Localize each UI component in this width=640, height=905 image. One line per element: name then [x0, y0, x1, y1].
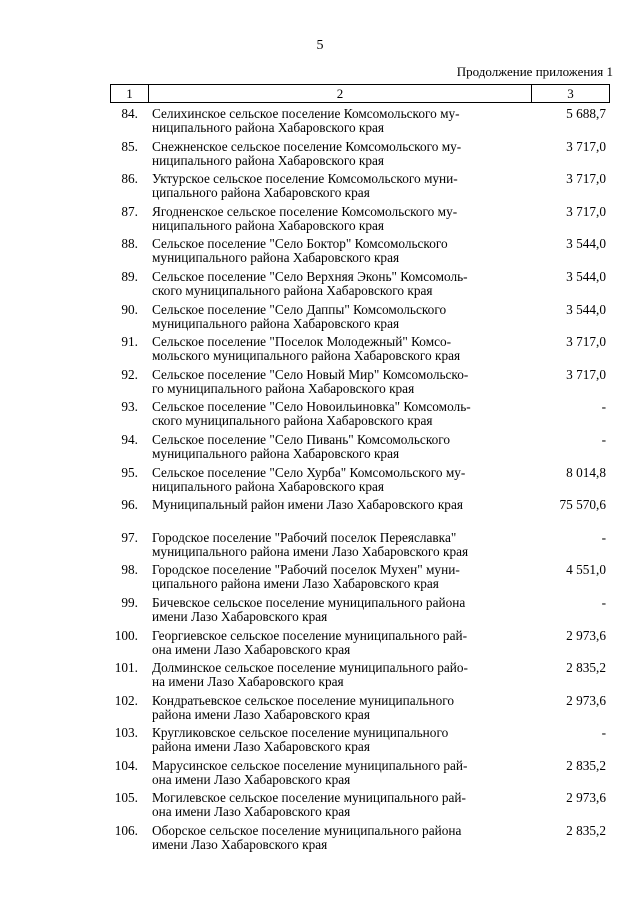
municipality-name-line: имени Лазо Хабаровского края	[152, 608, 328, 624]
amount-value: 4 551,0	[566, 562, 606, 578]
municipality-name-line: ниципального района Хабаровского края	[152, 217, 385, 233]
municipality-name-line: ниципального района Хабаровского края	[152, 120, 385, 135]
amount-value: -	[601, 431, 606, 447]
municipality-name-line: Сельское поселение "Село Новоильиновка" Комсомоль-	[152, 399, 471, 415]
municipality-name	[152, 303, 508, 331]
row-number: 86.	[121, 171, 138, 187]
amount-value: 2 835,2	[566, 757, 606, 773]
amount-value: 2 835,2	[566, 660, 606, 676]
table-header	[110, 84, 610, 103]
table-row	[0, 759, 640, 792]
municipality-name	[152, 563, 508, 591]
municipality-name-line: Сельское поселение "Село Новый Мир" Комсомольско-	[152, 366, 469, 382]
municipality-name	[152, 172, 508, 200]
amount-value: -	[601, 529, 606, 545]
municipality-name	[152, 661, 508, 689]
header-col-2: 2	[149, 85, 532, 102]
municipality-name	[152, 433, 508, 461]
row-number: 103.	[114, 725, 138, 741]
amount-value: 3 544,0	[566, 301, 606, 317]
table-row	[0, 466, 640, 499]
municipality-name-line: ского муниципального района Хабаровского края	[152, 413, 433, 429]
amount-value: 3 717,0	[566, 138, 606, 154]
municipality-name	[152, 726, 508, 754]
row-number: 96.	[121, 497, 138, 513]
municipality-name-line: она имени Лазо Хабаровского края	[152, 771, 351, 787]
amount-value: 2 973,6	[566, 692, 606, 708]
amount-value: -	[601, 725, 606, 741]
municipality-name-line: она имени Лазо Хабаровского края	[152, 804, 351, 820]
municipality-name-line: Сельское поселение "Село Пивань" Комсомольского	[152, 431, 451, 447]
municipality-name-line: Селихинское сельское поселение Комсомольского му-	[152, 106, 460, 121]
municipality-name	[152, 791, 508, 819]
table-row	[0, 694, 640, 727]
municipality-name	[152, 270, 508, 298]
municipality-name	[152, 694, 508, 722]
table-row	[0, 596, 640, 629]
amount-value: 3 717,0	[566, 366, 606, 382]
municipality-name-line: Кругликовское сельское поселение муниципального	[152, 725, 449, 741]
municipality-name-line: Уктурское сельское поселение Комсомольского муни-	[152, 171, 458, 187]
municipality-name-line: Сельское поселение "Село Даппы" Комсомольского	[152, 301, 447, 317]
page-number: 5	[316, 38, 324, 53]
amount-value: 75 570,6	[559, 497, 606, 513]
row-number: 88.	[121, 236, 138, 252]
row-number: 84.	[121, 106, 138, 121]
row-number: 93.	[121, 399, 138, 415]
table-row	[0, 531, 640, 564]
row-number: 105.	[114, 790, 138, 806]
municipality-name-line: Сельское поселение "Село Хурба" Комсомольского му-	[152, 464, 466, 480]
municipality-name	[152, 205, 508, 233]
municipality-name-line: Долминское сельское поселение муниципального райо-	[152, 660, 468, 676]
row-number: 106.	[114, 823, 138, 839]
municipality-name	[152, 368, 508, 396]
table-row	[0, 498, 640, 531]
header-col-1: 1	[111, 85, 149, 102]
municipality-name-line: Кондратьевское сельское поселение муниципального	[152, 692, 454, 708]
amount-value: -	[601, 399, 606, 415]
municipality-name-line: на имени Лазо Хабаровского края	[152, 674, 344, 690]
municipality-name	[152, 107, 508, 135]
table-row	[0, 270, 640, 303]
row-number: 87.	[121, 203, 138, 219]
municipality-name-line: ниципального района Хабаровского края	[152, 152, 385, 168]
municipality-name-line: Городское поселение "Рабочий поселок Переяславка"	[152, 529, 457, 545]
table-row	[0, 629, 640, 662]
table-row	[0, 205, 640, 238]
municipality-name-line: Бичевское сельское поселение муниципального района	[152, 594, 466, 610]
amount-value: 8 014,8	[566, 464, 606, 480]
row-number: 91.	[121, 334, 138, 350]
municipality-name-line: Георгиевское сельское поселение муниципального рай-	[152, 627, 468, 643]
row-number: 101.	[114, 660, 138, 676]
municipality-name-line: Сельское поселение "Село Верхняя Эконь" Комсомоль-	[152, 268, 468, 284]
continuation-label: Продолжение приложения 1	[456, 64, 613, 79]
municipality-name-line: ниципального района Хабаровского края	[152, 478, 385, 494]
row-number: 102.	[114, 692, 138, 708]
municipality-name	[152, 531, 508, 559]
table-row	[0, 368, 640, 401]
row-number: 85.	[121, 138, 138, 154]
table-body	[0, 107, 640, 857]
row-number: 99.	[121, 594, 138, 610]
municipality-name-line: Снежненское сельское поселение Комсомольского му-	[152, 138, 462, 154]
row-number: 95.	[121, 464, 138, 480]
municipality-name	[152, 140, 508, 168]
municipality-name-line: муниципального района Хабаровского края	[152, 445, 400, 461]
municipality-name	[152, 237, 508, 265]
municipality-name	[152, 759, 508, 787]
amount-value: 2 973,6	[566, 790, 606, 806]
table-row	[0, 824, 640, 857]
table-row	[0, 791, 640, 824]
header-col-3: 3	[567, 86, 574, 101]
amount-value: 2 973,6	[566, 627, 606, 643]
amount-value: 3 544,0	[566, 236, 606, 252]
row-number: 97.	[121, 529, 138, 545]
municipality-name	[152, 596, 508, 624]
amount-value: -	[601, 594, 606, 610]
municipality-name-line: района имени Лазо Хабаровского края	[152, 706, 370, 722]
municipality-name-line: Городское поселение "Рабочий поселок Мухен" муни-	[152, 562, 460, 578]
municipality-name-line: Сельское поселение "Поселок Молодежный" Комсо-	[152, 334, 452, 350]
municipality-name-line: муниципального района Хабаровского края	[152, 315, 400, 331]
row-number: 98.	[121, 562, 138, 578]
municipality-name-line: муниципального района Хабаровского края	[152, 250, 400, 266]
municipality-name	[152, 466, 508, 494]
municipality-name-line: Сельское поселение "Село Боктор" Комсомольского	[152, 236, 448, 252]
municipality-name-line: ципального района имени Лазо Хабаровского края	[152, 576, 439, 592]
amount-value: 3 717,0	[566, 171, 606, 187]
table-row	[0, 433, 640, 466]
table-row	[0, 726, 640, 759]
row-number: 90.	[121, 301, 138, 317]
municipality-name-line: мольского муниципального района Хабаровского края	[152, 348, 461, 364]
municipality-name	[152, 335, 508, 363]
municipality-name-line: района имени Лазо Хабаровского края	[152, 739, 370, 755]
municipality-name-line: муниципального района имени Лазо Хабаровского края	[152, 543, 469, 559]
table-row	[0, 563, 640, 596]
table-row	[0, 172, 640, 205]
row-number: 89.	[121, 268, 138, 284]
table-row	[0, 107, 640, 140]
municipality-name	[152, 629, 508, 657]
municipality-name-line: Марусинское сельское поселение муниципального рай-	[152, 757, 468, 773]
table-row	[0, 140, 640, 173]
amount-value: 3 717,0	[566, 203, 606, 219]
table-row	[0, 237, 640, 270]
table-row	[0, 335, 640, 368]
municipality-name	[152, 400, 508, 428]
municipality-name-line: Оборское сельское поселение муниципального района	[152, 823, 462, 839]
table-row	[0, 303, 640, 336]
municipality-name-line: го муниципального района Хабаровского края	[152, 380, 415, 396]
amount-value: 3 544,0	[566, 268, 606, 284]
row-number: 104.	[114, 757, 138, 773]
row-number: 100.	[114, 627, 138, 643]
row-number: 94.	[121, 431, 138, 447]
table-row	[0, 400, 640, 433]
municipality-name-line: Могилевское сельское поселение муниципального рай-	[152, 790, 466, 806]
municipality-name-line: ского муниципального района Хабаровского края	[152, 282, 433, 298]
municipality-name	[152, 498, 508, 512]
amount-value: 2 835,2	[566, 823, 606, 839]
municipality-name-line: Муниципальный район имени Лазо Хабаровского края	[152, 497, 463, 513]
municipality-name-line: имени Лазо Хабаровского края	[152, 837, 328, 853]
row-number: 92.	[121, 366, 138, 382]
amount-value: 5 688,7	[566, 106, 606, 121]
amount-value: 3 717,0	[566, 334, 606, 350]
municipality-name	[152, 824, 508, 852]
municipality-name-line: она имени Лазо Хабаровского края	[152, 641, 351, 657]
municipality-name-line: Ягодненское сельское поселение Комсомольского му-	[152, 203, 458, 219]
table-row	[0, 661, 640, 694]
municipality-name-line: ципального района Хабаровского края	[152, 185, 370, 201]
